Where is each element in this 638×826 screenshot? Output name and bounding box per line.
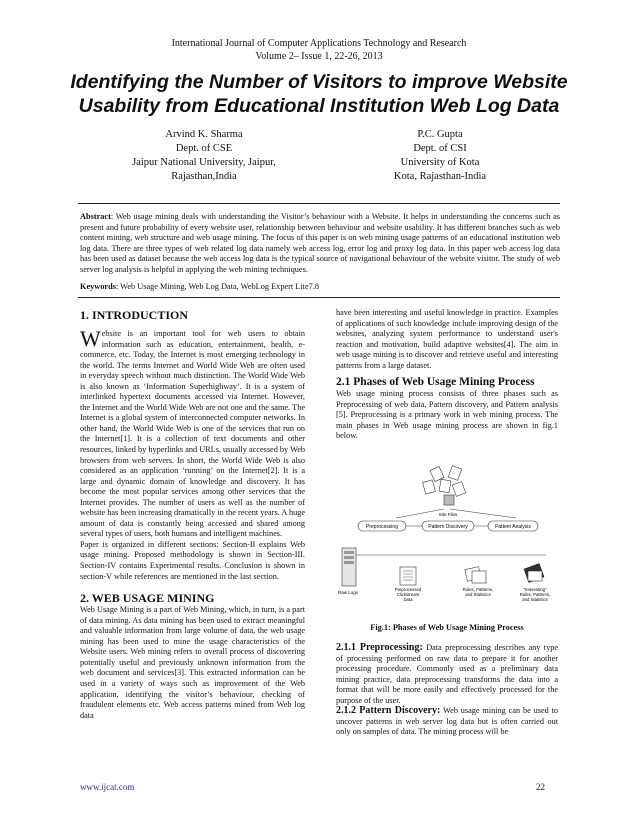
author-1 [104,128,304,184]
server-icon [342,548,356,586]
interesting-rules-icon [524,564,544,583]
preprocessing-text: Data preprocessing describes any type of processing performed on raw data to prepare it for another processing procedure. Commonly used as a preliminary data mining practice, data preprocessing transforms the data into a format that will be more easily and effectively processed for the purpose of the user. [336,643,558,705]
pattern-analysis-label: Pattern Analysis [495,524,531,530]
author-dept: Dept. of CSI [413,143,467,154]
abstract-label: Abstract [80,212,111,221]
section-1-heading: 1. INTRODUCTION [80,308,189,322]
rules-label-1: Rules, Patterns, [462,587,494,592]
paper-title [40,70,598,118]
page-number: 22 [536,782,545,792]
journal-name: International Journal of Computer Applications Technology and Research [171,38,467,49]
interesting-label-2: Rules, Patterns, [519,592,551,597]
divider-bottom [78,297,560,298]
author-institution: University of Kota [400,157,480,168]
figure-caption: Fig.1: Phases of Web Usage Mining Process [370,623,524,632]
footer-link[interactable]: www.ijcat.com [80,782,135,792]
interesting-label-1: "Interesting" [523,587,547,592]
preprocessing-heading: 2.1.1 Preprocessing: [336,642,423,653]
title-line-2: Usability from Educational Institution Web Log Data [78,95,560,117]
right-column [336,308,558,442]
preprocessed-label: Preprocessed [394,587,422,592]
section-2-paragraph: Web Usage Mining is a part of Web Mining, which, in turn, is a part of data mining. As data mining has been used to extract meaningful and valuable information from large volume of data, the web usage mining has been used to mine the usage characteristics of the Website users. Web mining refers to overall process of discovering potentially useful and previously unknown information from the web document and services[3]. This extracted information can be used in a variety of ways such as improvement of the Web application, identifying the visitor’s behaviour, checking of fraudulent elements etc. Web access patterns mined from Web log data [80,605,305,720]
preprocessing-paragraph [336,643,558,706]
data-label: Data [403,597,413,602]
clickstream-label: Clickstream [396,592,420,597]
rules-patterns-icon [465,567,486,583]
web-usage-mining-figure [336,463,560,613]
interesting-label-3: and Statistics [522,597,548,602]
left-column [80,308,305,721]
section-2-1-paragraph: Web usage mining process consists of three phases such as Preprocessing of web data, Pattern discovery, and Pattern analysis [5]. Preprocessing is a primary work in web mining process. The main phases in Web usage mining process are shown in fig.1 below. [336,389,558,441]
section-2-1-heading: 2.1 Phases of Web Usage Mining Process [336,376,535,389]
continued-paragraph: have been interesting and useful knowledge in practice. Examples of applications of such knowledge include improving design of the websites, analyzing system performance to understand user's reaction and motivation, build adaptive websites[4]. The aim in web usage mining is to discover and retrieve useful and interesting patterns from a large dataset. [336,308,558,370]
intro-text: ebsite is an important tool for web users to obtain information such as education, entertainment, health, e-commerce, etc. Today, the Internet is most emerging technology in the world. The terms Internet and World Wide Web are often used in everyday speech without much distinction. The World Wide Web is also known as ‘Information Superhighway’. It is a system of interlinked hypertext documents accessed via Internet. However, the Internet and the World Wide Web are not one and the same. The Internet is a global system of interconnected computer networks. In other hand, the World Wide Web is one of the services that run on the Internet[1]. It is a collection of text documents and other resources, linked by hyperlinks and URLs, usually accessed by Web browsers from web servers. In short, the World Wide Web is also considered as an application ‘running’ on the Internet[2]. It is a large and dynamic domain of knowledge and discovery. It has become the most popular services among other services that the Internet provides. The number of users as well as the number of website has been increasing dramatically in the recent years. A huge amount of data is constantly being accessed and shared among several types of users, both humans and intelligent machines. [80,329,305,539]
site-files-label: Site Files [438,512,458,517]
arrow-line [396,509,444,518]
author-place: Kota, Rajasthan-India [393,171,487,182]
drop-cap: W [80,326,101,351]
abstract-text: : Web usage mining deals with understanding the Visitor’s behaviour with a Website. It helps in understanding the concerns such as present and future probability of every website user, relationship between behaviour and website usability. It has different branches such as web content mining, web structure and web usage mining. The focus of this paper is on web mining usage patterns of an educational institution web log data. There are three types of web related log data namely web access log, error log and proxy log data. In this paper web access log data has been used as dataset because the web access log data is the typical source of navigational behaviour of the website visitor. The study of web server log analysis is helpful in applying the web mining techniques. [80,212,560,274]
author-2 [340,128,540,184]
abstract [80,212,560,276]
pattern-discovery-label: Pattern Discovery [428,524,468,530]
pattern-discovery-paragraph [336,706,558,738]
keywords-label: Keywords [80,282,116,291]
organization-paragraph: Paper is organized in different sections: Section-II explains Web usage mining. Proposed methodology is shown in Section-III. Section-IV contains Experimental results. Conclusion is shown in section-V while references are mentioned in the last section. [80,539,305,581]
divider-top [78,203,560,204]
pattern-discovery-heading: 2.1.2 Pattern Discovery: [336,705,441,717]
arrow-line [450,509,516,518]
author-institution: Jaipur National University, Jaipur, [132,157,276,168]
raw-logs-label: Raw Logs [337,590,359,595]
pattern-discovery-text: Web usage mining can be used to uncover patterns in web server log data but is often carried out only on samples of data. The mining process will be [336,706,558,737]
author-name: Arvind K. Sharma [165,129,243,140]
clickstream-icon [400,567,416,585]
section-2-heading: 2. WEB USAGE MINING [80,591,215,606]
title-line-1: Identifying the Number of Visitors to improve Website [70,71,568,93]
site-files-icon [423,466,466,505]
author-name: P.C. Gupta [417,129,463,140]
keywords-text: : Web Usage Mining, Web Log Data, WebLog Expert Lite7.8 [115,282,320,291]
intro-paragraph [80,326,305,540]
author-place: Rajasthan,India [171,171,237,182]
author-dept: Dept. of CSE [175,143,233,154]
right-column-lower [336,643,558,738]
rules-label-2: and Statistics [465,592,491,597]
journal-volume: Volume 2– Issue 1, 22-26, 2013 [255,51,383,62]
keywords [80,281,560,292]
preprocessing-label: Preprocessing [366,524,398,530]
